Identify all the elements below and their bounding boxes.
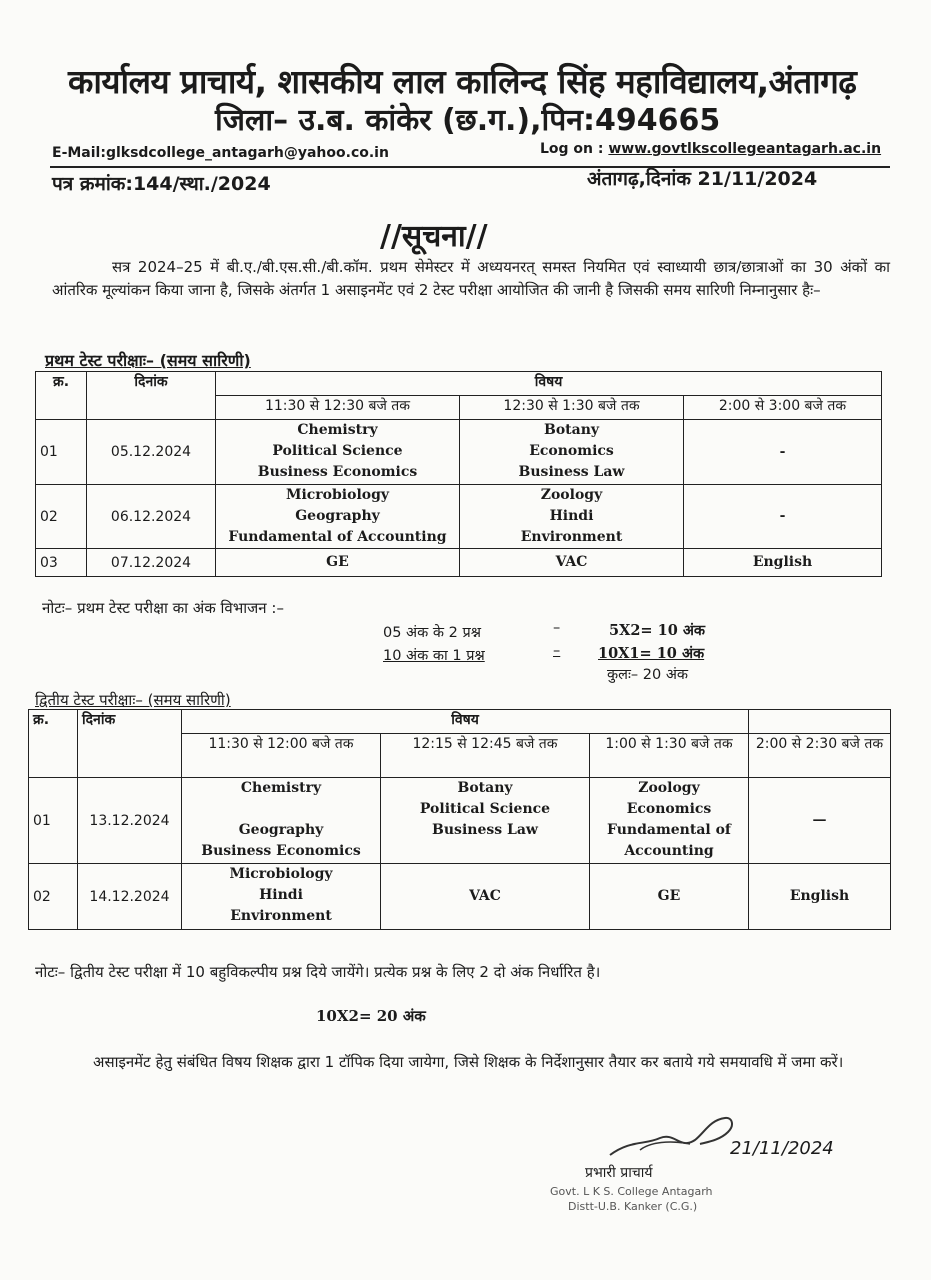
subject: Hindi: [549, 508, 594, 524]
test1-table: [35, 371, 882, 577]
table-row: [29, 864, 891, 930]
intro-paragraph: सत्र 2024–25 में बी.ए./बी.एस.सी./बी.कॉम. प्रथम सेमेस्टर में अध्ययनरत् समस्त नियमित एवं स्वाध्यायी छात्र/छात्राओं का 30 अंकों का आंतरिक मूल्यांकन किया जाना है, जिसके अंतर्गत 1 असाइनमेंट एवं 2 टेस्ट परीक्षा आयोजित की जानी है जिसकी समय सारिणी निम्नानुसार हैः–: [52, 258, 890, 299]
row-date: 13.12.2024: [78, 778, 182, 864]
subject: VAC: [460, 549, 684, 577]
test1-col-date: दिनांक: [87, 372, 216, 420]
letter-number: पत्र क्रमांक:144/स्था./2024: [52, 173, 271, 195]
subject: —: [749, 778, 891, 864]
letter-date: अंतागढ़,दिनांक 21/11/2024: [587, 168, 818, 190]
note1-line1-left: 05 अंक के 2 प्रश्न: [383, 625, 481, 641]
note2-marks: 10X2= 20 अंक: [316, 1007, 426, 1025]
test1-slot-1: 11:30 से 12:30 बजे तक: [216, 396, 460, 420]
test1-col-sno: क्र.: [36, 372, 87, 420]
website-link[interactable]: www.govtlkscollegeantagarh.ac.in: [608, 141, 882, 157]
subject: Business Law: [432, 822, 538, 838]
table-row: [29, 778, 891, 864]
test2-slot-4: 2:00 से 2:30 बजे तक: [749, 734, 891, 778]
subject: Business Law: [518, 464, 625, 480]
note1-line2-dash: –: [553, 643, 561, 659]
subject: Fundamental of Accounting: [228, 529, 447, 545]
subject: Fundamental of: [607, 822, 731, 838]
row-date: 05.12.2024: [87, 420, 216, 485]
test1-slot-3: 2:00 से 3:00 बजे तक: [684, 396, 882, 420]
test2-heading: द्वितीय टेस्ट परीक्षाः– (समय सारिणी): [35, 691, 231, 709]
website-line: [540, 141, 881, 157]
test2-slot-1: 11:30 से 12:00 बजे तक: [182, 734, 381, 778]
office-title: कार्यालय प्राचार्य, शासकीय लाल कालिन्द सिंह महाविद्यालय,अंतागढ़: [68, 62, 857, 101]
table-row: [36, 549, 882, 577]
subject: -: [684, 420, 882, 485]
test2-slot-3: 1:00 से 1:30 बजे तक: [590, 734, 749, 778]
office-address: जिला– उ.ब. कांकेर (छ.ग.),पिन:494665: [215, 103, 721, 138]
stamp-line-2: Distt-U.B. Kanker (C.G.): [568, 1200, 698, 1213]
subject: Zoology: [540, 487, 603, 503]
test1-heading: प्रथम टेस्ट परीक्षाः– (समय सारिणी): [45, 351, 251, 370]
subject: Economics: [529, 443, 614, 459]
subject: GE: [216, 549, 460, 577]
signature-date: 21/11/2024: [730, 1138, 834, 1159]
subject: Zoology: [638, 780, 700, 796]
test2-col-date: दिनांक: [78, 710, 182, 778]
table-row: [36, 420, 882, 485]
subject: Hindi: [259, 887, 303, 903]
test2-slot-2: 12:15 से 12:45 बजे तक: [381, 734, 590, 778]
logon-label: Log on :: [540, 141, 604, 157]
note1-total: कुलः– 20 अंक: [607, 667, 689, 683]
test1-col-subject: विषय: [216, 372, 882, 396]
test2-col-sno: क्र.: [29, 710, 78, 778]
subject: Economics: [626, 801, 712, 817]
row-sno: 02: [29, 864, 78, 930]
subject: English: [749, 864, 891, 930]
test1-slot-2: 12:30 से 1:30 बजे तक: [460, 396, 684, 420]
note1-line2-right: 10X1= 10 अंक: [598, 645, 705, 662]
row-sno: 03: [36, 549, 87, 577]
subject: Environment: [230, 908, 332, 924]
subject: Geography: [238, 822, 324, 838]
subject: Chemistry: [240, 780, 322, 796]
subject: Environment: [520, 529, 623, 545]
note1-line1-dash: –: [553, 620, 561, 636]
note1-line2-left: 10 अंक का 1 प्रश्न: [383, 648, 485, 664]
subject: [186, 799, 376, 820]
signatory-title: प्रभारी प्राचार्य: [585, 1165, 653, 1181]
note1-line1-right: 5X2= 10 अंक: [609, 622, 706, 639]
subject: Business Economics: [201, 843, 361, 859]
subject: -: [684, 485, 882, 549]
subject: GE: [590, 864, 749, 930]
subject: VAC: [381, 864, 590, 930]
notice-title: //सूचना//: [380, 219, 488, 254]
test2-table: [28, 709, 891, 930]
stamp-line-1: Govt. L K S. College Antagarh: [550, 1185, 713, 1198]
note2-text: नोटः– द्वितीय टेस्ट परीक्षा में 10 बहुविकल्पीय प्रश्न दिये जायेंगे। प्रत्येक प्रश्न के लिए 2 दो अंक निर्धारित है।: [35, 963, 601, 981]
row-sno: 01: [29, 778, 78, 864]
subject: Political Science: [419, 801, 551, 817]
test2-col-subject: विषय: [182, 710, 749, 734]
row-sno: 02: [36, 485, 87, 549]
row-date: 06.12.2024: [87, 485, 216, 549]
subject: English: [684, 549, 882, 577]
row-date: 14.12.2024: [78, 864, 182, 930]
subject: Geography: [295, 508, 380, 524]
signature-scribble: [600, 1110, 750, 1170]
subject: Microbiology: [285, 487, 390, 503]
subject: Botany: [543, 422, 600, 438]
email-address: E-Mail:glksdcollege_antagarh@yahoo.co.in: [52, 145, 389, 161]
subject: Botany: [457, 780, 513, 796]
subject: Chemistry: [297, 422, 378, 438]
row-sno: 01: [36, 420, 87, 485]
subject: Political Science: [272, 443, 403, 459]
note1-heading: नोटः– प्रथम टेस्ट परीक्षा का अंक विभाजन :–: [42, 599, 284, 617]
assignment-paragraph: असाइनमेंट हेतु संबंधित विषय शिक्षक द्वारा 1 टॉपिक दिया जायेगा, जिसे शिक्षक के निर्देशानुसार तैयार कर बताये गये समयावधि में जमा करें।: [93, 1053, 844, 1071]
subject: Business Economics: [257, 464, 418, 480]
row-date: 07.12.2024: [87, 549, 216, 577]
subject: Accounting: [624, 843, 714, 859]
table-row: [36, 485, 882, 549]
subject: Microbiology: [229, 866, 333, 882]
